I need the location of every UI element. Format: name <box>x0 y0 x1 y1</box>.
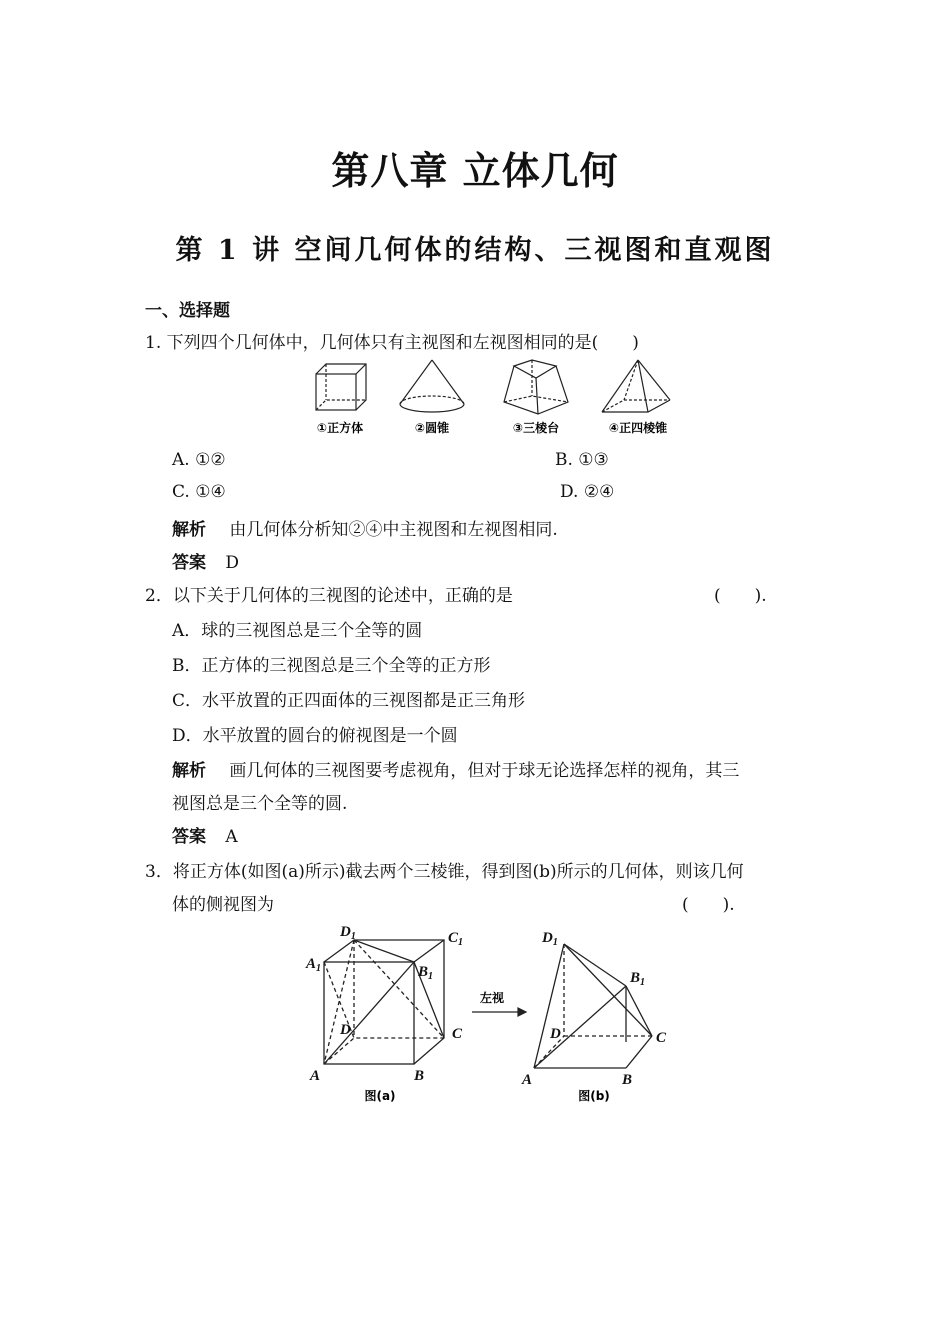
q2-answer-row <box>172 822 238 847</box>
label-pyramid: ④正四棱锥 <box>608 421 668 435</box>
q2-option-d: D．水平放置的圆台的俯视图是一个圆 <box>172 726 458 746</box>
cube-figure <box>316 364 366 410</box>
q1-analysis-row <box>172 515 558 540</box>
label-a-a: A <box>310 1068 321 1084</box>
q2-analysis-text-1: 画几何体的三视图要考虑视角，但对于球无论选择怎样的视角，其三 <box>229 761 740 781</box>
label-c-b: C <box>656 1030 667 1046</box>
chapter-title: 第八章 立体几何 <box>331 149 619 193</box>
q1-solids-figure <box>296 356 696 442</box>
q3-stem-line1: 3．将正方体(如图(a)所示)截去两个三棱锥，得到图(b)所示的几何体，则该几何 <box>145 862 744 882</box>
label-d-b: D <box>550 1026 561 1042</box>
figure-b-vertex-labels <box>521 930 667 1088</box>
label-d1-a: $D_1$ <box>340 924 356 942</box>
label-frustum: ③三棱台 <box>512 421 560 435</box>
q2-answer-label: 答案 <box>172 827 206 847</box>
label-a-b: A <box>522 1072 533 1088</box>
arrow-right-icon <box>472 1008 526 1016</box>
label-d1-b: $D_1$ <box>542 930 558 948</box>
q1-option-a: A. ①② <box>172 450 226 470</box>
pyramid-figure <box>602 360 670 412</box>
figure-b-solid <box>534 944 652 1068</box>
label-c-a: C <box>452 1026 463 1042</box>
frustum-figure <box>504 360 568 414</box>
label-d-a: D <box>340 1022 351 1038</box>
label-a1-a: $A_1$ <box>306 956 322 974</box>
label-cube: ①正方体 <box>316 421 364 435</box>
q1-option-b: B. ①③ <box>555 450 609 470</box>
q1-answer-label: 答案 <box>172 553 206 573</box>
label-b-b: B <box>622 1072 633 1088</box>
label-cone: ②圆锥 <box>414 421 450 435</box>
q1-stem: 1. 下列四个几何体中，几何体只有主视图和左视图相同的是( ) <box>145 333 639 353</box>
q1-answer-row <box>172 548 239 573</box>
label-c1-a: $C_1$ <box>448 930 464 948</box>
caption-figure-a: 图(a) <box>364 1089 396 1103</box>
figure-a-cube <box>324 940 444 1064</box>
q3-figure <box>296 918 686 1110</box>
q3-bracket: ( ). <box>682 895 735 915</box>
caption-figure-b: 图(b) <box>578 1089 610 1103</box>
q2-option-a: A．球的三视图总是三个全等的圆 <box>172 621 423 641</box>
q2-option-c: C．水平放置的正四面体的三视图都是正三角形 <box>172 691 526 711</box>
q2-analysis-label: 解析 <box>172 761 206 781</box>
q2-bracket: ( ). <box>714 586 767 606</box>
q1-option-c: C. ①④ <box>172 482 226 502</box>
q2-analysis-text-2: 视图总是三个全等的圆. <box>172 794 348 814</box>
label-b1-a: $B_1$ <box>418 964 434 982</box>
q1-analysis-text: 由几何体分析知②④中主视图和左视图相同. <box>229 520 558 540</box>
label-b-a: B <box>414 1068 425 1084</box>
arrow-label: 左视 <box>479 991 505 1005</box>
q3-stem-line2: 体的侧视图为 <box>172 895 274 915</box>
figure-a-vertex-labels <box>305 924 463 1084</box>
label-b1-b: $B_1$ <box>630 970 646 988</box>
q2-analysis-row <box>172 756 739 781</box>
q2-option-b: B．正方体的三视图总是三个全等的正方形 <box>172 656 491 676</box>
q1-analysis-label: 解析 <box>172 520 206 540</box>
cone-figure <box>400 360 464 412</box>
q1-option-d: D. ②④ <box>560 482 615 502</box>
q1-answer-value: D <box>225 553 240 573</box>
section-title: 一、选择题 <box>145 301 230 321</box>
q2-stem: 2．以下关于几何体的三视图的论述中，正确的是 <box>145 586 513 606</box>
lesson-title: 第 1 讲 空间几何体的结构、三视图和直观图 <box>175 235 775 266</box>
q2-answer-value: A <box>225 827 238 847</box>
